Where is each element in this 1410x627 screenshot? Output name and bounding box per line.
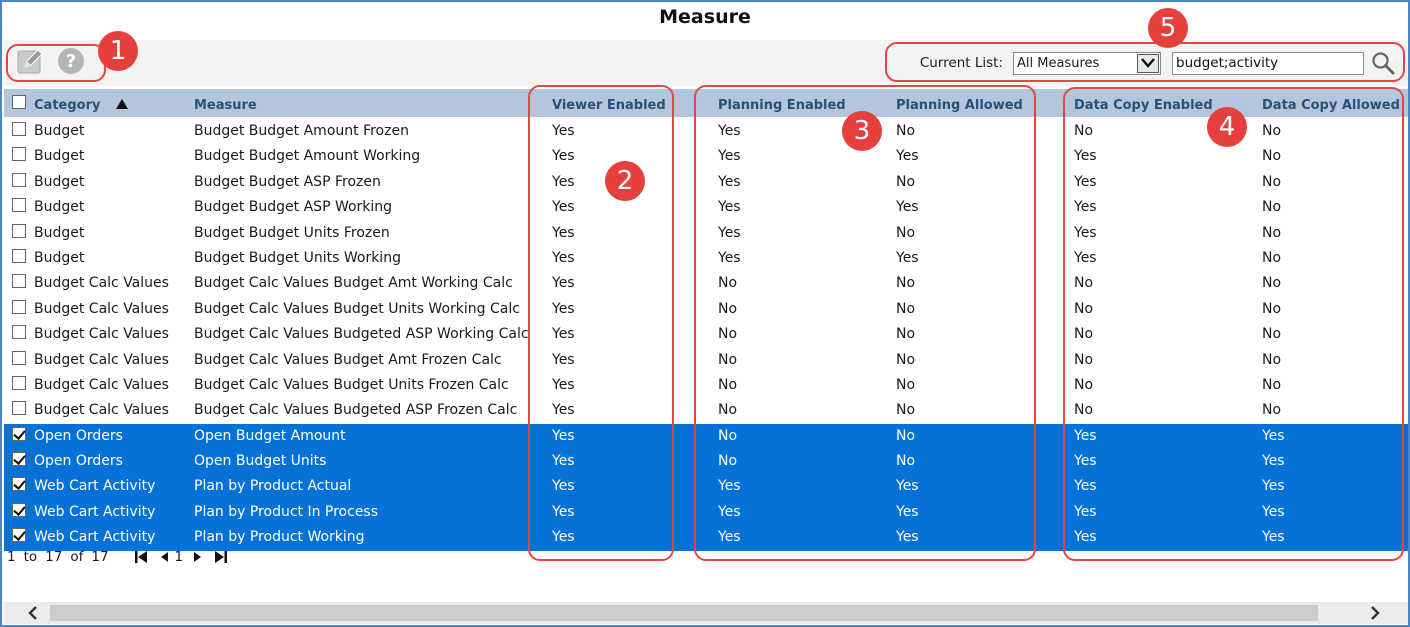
cell-category: Budget Calc Values bbox=[34, 326, 169, 343]
cell-planning-enabled: Yes bbox=[718, 529, 741, 546]
cell-data-copy-allowed: No bbox=[1262, 300, 1282, 317]
pager-from: 1 bbox=[7, 549, 16, 565]
row-checkbox[interactable] bbox=[12, 224, 26, 238]
cell-planning-enabled: No bbox=[718, 326, 738, 343]
cell-data-copy-allowed: No bbox=[1262, 402, 1282, 419]
cell-data-copy-enabled: No bbox=[1074, 300, 1094, 317]
scroll-left-icon[interactable] bbox=[24, 604, 42, 622]
column-header-data-copy-enabled[interactable]: Data Copy Enabled bbox=[1074, 98, 1213, 113]
column-header-planning-allowed[interactable]: Planning Allowed bbox=[896, 98, 1023, 113]
cell-planning-allowed: No bbox=[896, 275, 916, 292]
cell-measure: Budget Budget ASP Working bbox=[194, 199, 393, 216]
cell-measure: Budget Calc Values Budget Amt Working Calc bbox=[194, 275, 513, 292]
cell-planning-allowed: No bbox=[896, 402, 916, 419]
cell-measure: Open Budget Units bbox=[194, 453, 327, 470]
row-checkbox[interactable] bbox=[12, 503, 26, 517]
cell-category: Budget bbox=[34, 123, 85, 139]
cell-category: Budget Calc Values bbox=[34, 402, 169, 419]
cell-data-copy-allowed: Yes bbox=[1262, 529, 1285, 546]
cell-planning-enabled: Yes bbox=[718, 148, 741, 165]
scrollbar-thumb[interactable] bbox=[50, 605, 1318, 621]
cell-measure: Budget Calc Values Budget Units Frozen Calc bbox=[194, 376, 509, 393]
cell-data-copy-enabled: Yes bbox=[1074, 173, 1097, 190]
row-checkbox[interactable] bbox=[12, 376, 26, 390]
row-checkbox[interactable] bbox=[12, 351, 26, 365]
cell-data-copy-allowed: No bbox=[1262, 351, 1282, 368]
cell-planning-enabled: No bbox=[718, 453, 738, 470]
last-page-icon[interactable] bbox=[213, 549, 229, 565]
prev-page-icon[interactable] bbox=[157, 549, 171, 565]
svg-text:?: ? bbox=[65, 51, 77, 72]
cell-planning-enabled: Yes bbox=[718, 224, 741, 241]
annotation-badge-4: 4 bbox=[1207, 107, 1247, 147]
cell-viewer-enabled: Yes bbox=[552, 478, 575, 495]
row-checkbox[interactable] bbox=[12, 452, 26, 466]
current-list-value: All Measures bbox=[1017, 55, 1100, 71]
cell-data-copy-enabled: No bbox=[1074, 351, 1094, 368]
cell-measure: Budget Budget Amount Frozen bbox=[194, 123, 409, 139]
cell-category: Web Cart Activity bbox=[34, 503, 156, 520]
annotation-box-1 bbox=[6, 44, 106, 82]
cell-planning-enabled: No bbox=[718, 427, 738, 444]
cell-category: Web Cart Activity bbox=[34, 478, 156, 495]
annotation-badge-5: 5 bbox=[1148, 8, 1188, 48]
column-header-category[interactable]: Category bbox=[34, 98, 129, 113]
row-checkbox[interactable] bbox=[12, 198, 26, 212]
page-title: Measure bbox=[659, 6, 751, 28]
cell-measure: Plan by Product Working bbox=[194, 529, 365, 546]
cell-measure: Plan by Product In Process bbox=[194, 503, 379, 520]
cell-category: Open Orders bbox=[34, 427, 123, 444]
column-header-data-copy-allowed[interactable]: Data Copy Allowed bbox=[1262, 98, 1400, 113]
cell-data-copy-enabled: Yes bbox=[1074, 427, 1097, 444]
row-checkbox[interactable] bbox=[12, 249, 26, 263]
cell-category: Budget Calc Values bbox=[34, 376, 169, 393]
cell-data-copy-enabled: No bbox=[1074, 123, 1094, 139]
cell-planning-allowed: No bbox=[896, 453, 916, 470]
cell-data-copy-enabled: No bbox=[1074, 402, 1094, 419]
cell-planning-allowed: Yes bbox=[896, 478, 919, 495]
cell-planning-enabled: No bbox=[718, 351, 738, 368]
row-checkbox[interactable] bbox=[12, 274, 26, 288]
cell-data-copy-allowed: Yes bbox=[1262, 478, 1285, 495]
pager-to-word: to bbox=[23, 549, 38, 565]
cell-category: Budget Calc Values bbox=[34, 275, 169, 292]
cell-data-copy-enabled: No bbox=[1074, 376, 1094, 393]
cell-data-copy-allowed: No bbox=[1262, 123, 1282, 139]
next-page-icon[interactable] bbox=[191, 549, 205, 565]
cell-data-copy-allowed: Yes bbox=[1262, 453, 1285, 470]
cell-measure: Budget Calc Values Budget Amt Frozen Calc bbox=[194, 351, 502, 368]
cell-planning-allowed: No bbox=[896, 326, 916, 343]
cell-category: Budget bbox=[34, 224, 85, 241]
cell-data-copy-allowed: No bbox=[1262, 249, 1282, 266]
cell-category: Open Orders bbox=[34, 453, 123, 470]
annotation-badge-1: 1 bbox=[98, 31, 138, 71]
row-checkbox[interactable] bbox=[12, 401, 26, 415]
annotation-box-5 bbox=[885, 42, 1405, 82]
cell-data-copy-allowed: No bbox=[1262, 275, 1282, 292]
cell-viewer-enabled: Yes bbox=[552, 300, 575, 317]
cell-data-copy-allowed: No bbox=[1262, 199, 1282, 216]
cell-measure: Budget Budget Units Frozen bbox=[194, 224, 390, 241]
column-header-viewer-enabled[interactable]: Viewer Enabled bbox=[552, 98, 666, 113]
cell-data-copy-enabled: Yes bbox=[1074, 529, 1097, 546]
cell-viewer-enabled: Yes bbox=[552, 427, 575, 444]
cell-data-copy-allowed: Yes bbox=[1262, 503, 1285, 520]
pager-of-word: of bbox=[70, 549, 84, 565]
cell-viewer-enabled: Yes bbox=[552, 275, 575, 292]
cell-planning-allowed: No bbox=[896, 123, 916, 139]
cell-data-copy-enabled: Yes bbox=[1074, 199, 1097, 216]
cell-data-copy-enabled: No bbox=[1074, 275, 1094, 292]
cell-category: Budget bbox=[34, 173, 85, 190]
cell-viewer-enabled: Yes bbox=[552, 529, 575, 546]
cell-measure: Open Budget Amount bbox=[194, 427, 346, 444]
cell-data-copy-enabled: Yes bbox=[1074, 249, 1097, 266]
cell-planning-enabled: No bbox=[718, 275, 738, 292]
annotation-badge-2: 2 bbox=[605, 161, 645, 201]
cell-data-copy-enabled: Yes bbox=[1074, 478, 1097, 495]
cell-planning-allowed: Yes bbox=[896, 249, 919, 266]
cell-category: Web Cart Activity bbox=[34, 529, 156, 546]
cell-planning-allowed: No bbox=[896, 351, 916, 368]
row-checkbox[interactable] bbox=[12, 325, 26, 339]
cell-planning-allowed: No bbox=[896, 427, 916, 444]
cell-category: Budget bbox=[34, 199, 85, 216]
pager-current-page: 1 bbox=[174, 549, 184, 565]
cell-data-copy-allowed: No bbox=[1262, 326, 1282, 343]
cell-data-copy-enabled: Yes bbox=[1074, 224, 1097, 241]
cell-measure: Budget Budget Units Working bbox=[194, 249, 401, 266]
cell-category: Budget Calc Values bbox=[34, 351, 169, 368]
cell-category: Budget Calc Values bbox=[34, 300, 169, 317]
cell-measure: Plan by Product Actual bbox=[194, 478, 352, 495]
cell-data-copy-enabled: Yes bbox=[1074, 503, 1097, 520]
cell-measure: Budget Budget Amount Working bbox=[194, 148, 421, 165]
row-checkbox[interactable] bbox=[12, 477, 26, 491]
cell-category: Budget bbox=[34, 148, 85, 165]
cell-viewer-enabled: Yes bbox=[552, 453, 575, 470]
cell-viewer-enabled: Yes bbox=[552, 376, 575, 393]
cell-planning-enabled: No bbox=[718, 300, 738, 317]
cell-viewer-enabled: Yes bbox=[552, 351, 575, 368]
cell-planning-enabled: Yes bbox=[718, 199, 741, 216]
cell-planning-enabled: Yes bbox=[718, 249, 741, 266]
cell-data-copy-enabled: No bbox=[1074, 326, 1094, 343]
cell-measure: Budget Calc Values Budgeted ASP Working Calc bbox=[194, 326, 529, 343]
cell-viewer-enabled: Yes bbox=[552, 326, 575, 343]
cell-measure: Budget Calc Values Budget Units Working Calc bbox=[194, 300, 520, 317]
annotation-box-2 bbox=[528, 85, 674, 561]
cell-planning-enabled: No bbox=[718, 376, 738, 393]
column-header-planning-enabled[interactable]: Planning Enabled bbox=[718, 98, 846, 113]
select-all-checkbox[interactable] bbox=[12, 95, 26, 109]
cell-data-copy-allowed: No bbox=[1262, 148, 1282, 165]
cell-data-copy-allowed: No bbox=[1262, 173, 1282, 190]
row-checkbox[interactable] bbox=[12, 427, 26, 441]
cell-planning-allowed: Yes bbox=[896, 529, 919, 546]
cell-viewer-enabled: Yes bbox=[552, 249, 575, 266]
cell-planning-enabled: No bbox=[718, 402, 738, 419]
row-checkbox[interactable] bbox=[12, 300, 26, 314]
column-header-measure[interactable]: Measure bbox=[194, 98, 257, 113]
cell-planning-enabled: Yes bbox=[718, 503, 741, 520]
annotation-badge-3: 3 bbox=[842, 111, 882, 151]
horizontal-scrollbar[interactable] bbox=[4, 602, 1408, 624]
cell-planning-enabled: Yes bbox=[718, 123, 741, 139]
pager-total: 17 bbox=[91, 549, 109, 565]
scroll-right-icon[interactable] bbox=[1366, 604, 1384, 622]
cell-viewer-enabled: Yes bbox=[552, 503, 575, 520]
row-checkbox[interactable] bbox=[12, 147, 26, 161]
cell-planning-allowed: No bbox=[896, 376, 916, 393]
cell-viewer-enabled: Yes bbox=[552, 402, 575, 419]
cell-planning-allowed: No bbox=[896, 173, 916, 190]
row-checkbox[interactable] bbox=[12, 122, 26, 136]
cell-data-copy-allowed: Yes bbox=[1262, 427, 1285, 444]
pager-nav bbox=[133, 549, 230, 565]
row-checkbox[interactable] bbox=[12, 528, 26, 542]
row-checkbox[interactable] bbox=[12, 173, 26, 187]
cell-measure: Budget Budget ASP Frozen bbox=[194, 173, 381, 190]
cell-viewer-enabled: Yes bbox=[552, 224, 575, 241]
cell-measure: Budget Calc Values Budgeted ASP Frozen Calc bbox=[194, 402, 518, 419]
cell-data-copy-enabled: Yes bbox=[1074, 148, 1097, 165]
annotation-box-3 bbox=[694, 85, 1036, 561]
pager-to: 17 bbox=[45, 549, 63, 565]
cell-data-copy-enabled: Yes bbox=[1074, 453, 1097, 470]
cell-data-copy-allowed: No bbox=[1262, 376, 1282, 393]
sort-ascending-icon bbox=[115, 98, 129, 110]
pager bbox=[7, 549, 229, 565]
annotation-box-4 bbox=[1063, 87, 1404, 561]
cell-planning-allowed: Yes bbox=[896, 199, 919, 216]
cell-planning-allowed: Yes bbox=[896, 503, 919, 520]
cell-viewer-enabled: Yes bbox=[552, 199, 575, 216]
cell-planning-allowed: No bbox=[896, 300, 916, 317]
cell-planning-enabled: Yes bbox=[718, 173, 741, 190]
cell-category: Budget bbox=[34, 249, 85, 266]
cell-viewer-enabled: Yes bbox=[552, 123, 575, 139]
cell-planning-allowed: No bbox=[896, 224, 916, 241]
cell-planning-enabled: Yes bbox=[718, 478, 741, 495]
cell-planning-allowed: Yes bbox=[896, 148, 919, 165]
cell-data-copy-allowed: No bbox=[1262, 224, 1282, 241]
cell-viewer-enabled: Yes bbox=[552, 148, 575, 165]
cell-viewer-enabled: Yes bbox=[552, 173, 575, 190]
current-list-label: Current List: bbox=[919, 55, 1003, 71]
first-page-icon[interactable] bbox=[133, 549, 149, 565]
